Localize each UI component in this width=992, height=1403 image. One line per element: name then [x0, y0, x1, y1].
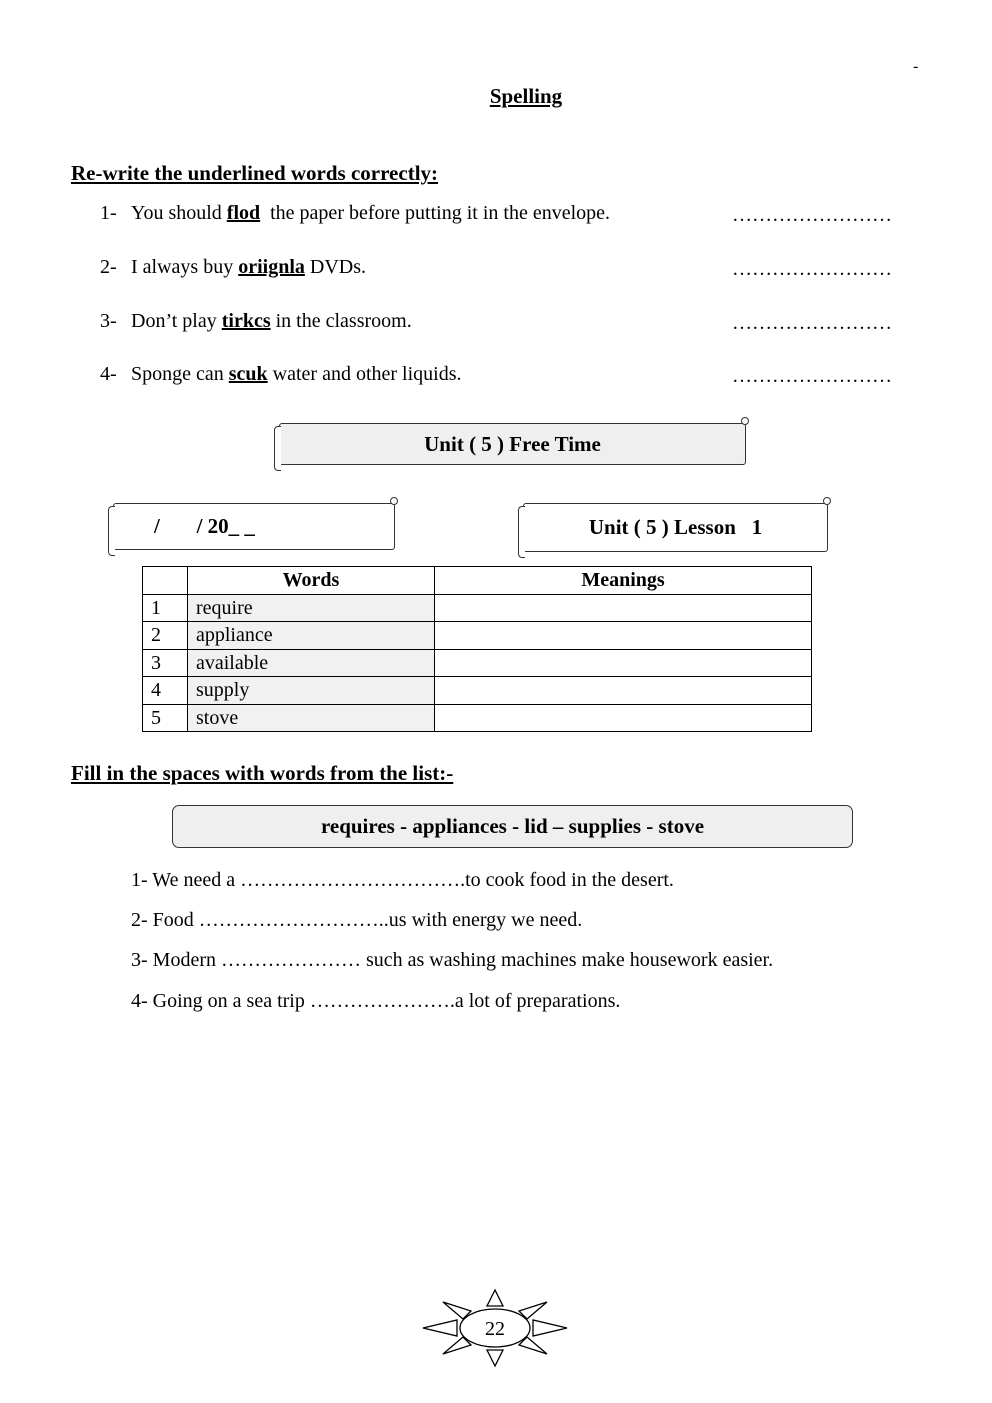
lesson-banner-text: Unit ( 5 ) Lesson 1	[588, 515, 763, 539]
item-text: water and other liquids.	[267, 363, 462, 385]
row-number: 4	[143, 677, 188, 705]
answer-blank[interactable]: ……………………	[732, 258, 892, 280]
header-meanings: Meanings	[435, 567, 812, 595]
word-list-box: requires - appliances - lid – supplies - stove	[172, 805, 853, 848]
meaning-cell[interactable]	[435, 649, 812, 677]
table-row	[143, 649, 812, 677]
corner-mark: -	[913, 58, 919, 75]
item-number: 4-	[100, 363, 117, 385]
page-number: 22	[485, 1318, 505, 1340]
vocab-word: stove	[188, 704, 435, 732]
vocab-word: appliance	[188, 622, 435, 650]
fill-item: 3- Modern ………………… such as washing machines make housework easier.	[131, 949, 774, 971]
row-number: 2	[143, 622, 188, 650]
item-text: DVDs.	[304, 256, 366, 278]
item-text: in the classroom.	[270, 310, 412, 332]
vocab-word: supply	[188, 677, 435, 705]
item-number: 1-	[100, 202, 117, 224]
rewrite-item	[100, 310, 412, 333]
row-number: 3	[143, 649, 188, 677]
unit-banner	[279, 423, 746, 465]
item-number: 3-	[100, 310, 117, 332]
unit-banner-text: Unit ( 5 ) Free Time	[424, 431, 601, 456]
meaning-cell[interactable]	[435, 594, 812, 622]
table-row	[143, 704, 812, 732]
row-number: 5	[143, 704, 188, 732]
answer-blank[interactable]: ……………………	[732, 312, 892, 334]
vocab-word: require	[188, 594, 435, 622]
answer-blank[interactable]: ……………………	[732, 204, 892, 226]
meaning-cell[interactable]	[435, 622, 812, 650]
meaning-cell[interactable]	[435, 677, 812, 705]
answer-blank[interactable]: ……………………	[732, 365, 892, 387]
fill-item: 1- We need a …………………………….to cook food in the desert.	[131, 869, 674, 891]
misspelled-word: oriignla	[238, 256, 305, 278]
rewrite-heading: Re-write the underlined words correctly:	[71, 161, 439, 185]
misspelled-word: tirkcs	[221, 310, 271, 332]
vocab-word: available	[188, 649, 435, 677]
page-title: Spelling	[489, 84, 563, 108]
fill-item: 2- Food ………………………..us with energy we need.	[131, 909, 583, 931]
vocabulary-table	[142, 566, 812, 732]
table-header-row	[143, 567, 812, 595]
fill-heading: Fill in the spaces with words from the list:-	[71, 761, 454, 785]
page-number-ornament	[421, 1288, 569, 1368]
misspelled-word: flod	[226, 202, 261, 224]
table-row	[143, 622, 812, 650]
rewrite-item	[100, 256, 366, 279]
row-number: 1	[143, 594, 188, 622]
item-text: Sponge can	[131, 363, 229, 385]
header-number	[143, 567, 188, 595]
lesson-banner	[523, 503, 828, 552]
item-text: the paper before putting it in the envelope.	[260, 202, 611, 224]
item-text: You should	[131, 202, 227, 224]
meaning-cell[interactable]	[435, 704, 812, 732]
rewrite-item	[100, 363, 462, 386]
item-text: Don’t play	[131, 310, 222, 332]
item-text: I always buy	[131, 256, 239, 278]
date-banner-text: / / 20_ _	[154, 514, 255, 538]
date-banner	[113, 503, 395, 550]
table-row	[143, 677, 812, 705]
misspelled-word: scuk	[228, 363, 268, 385]
item-number: 2-	[100, 256, 117, 278]
header-words: Words	[188, 567, 435, 595]
rewrite-item	[100, 202, 610, 225]
fill-item: 4- Going on a sea trip ………………….a lot of preparations.	[131, 990, 621, 1012]
table-row	[143, 594, 812, 622]
